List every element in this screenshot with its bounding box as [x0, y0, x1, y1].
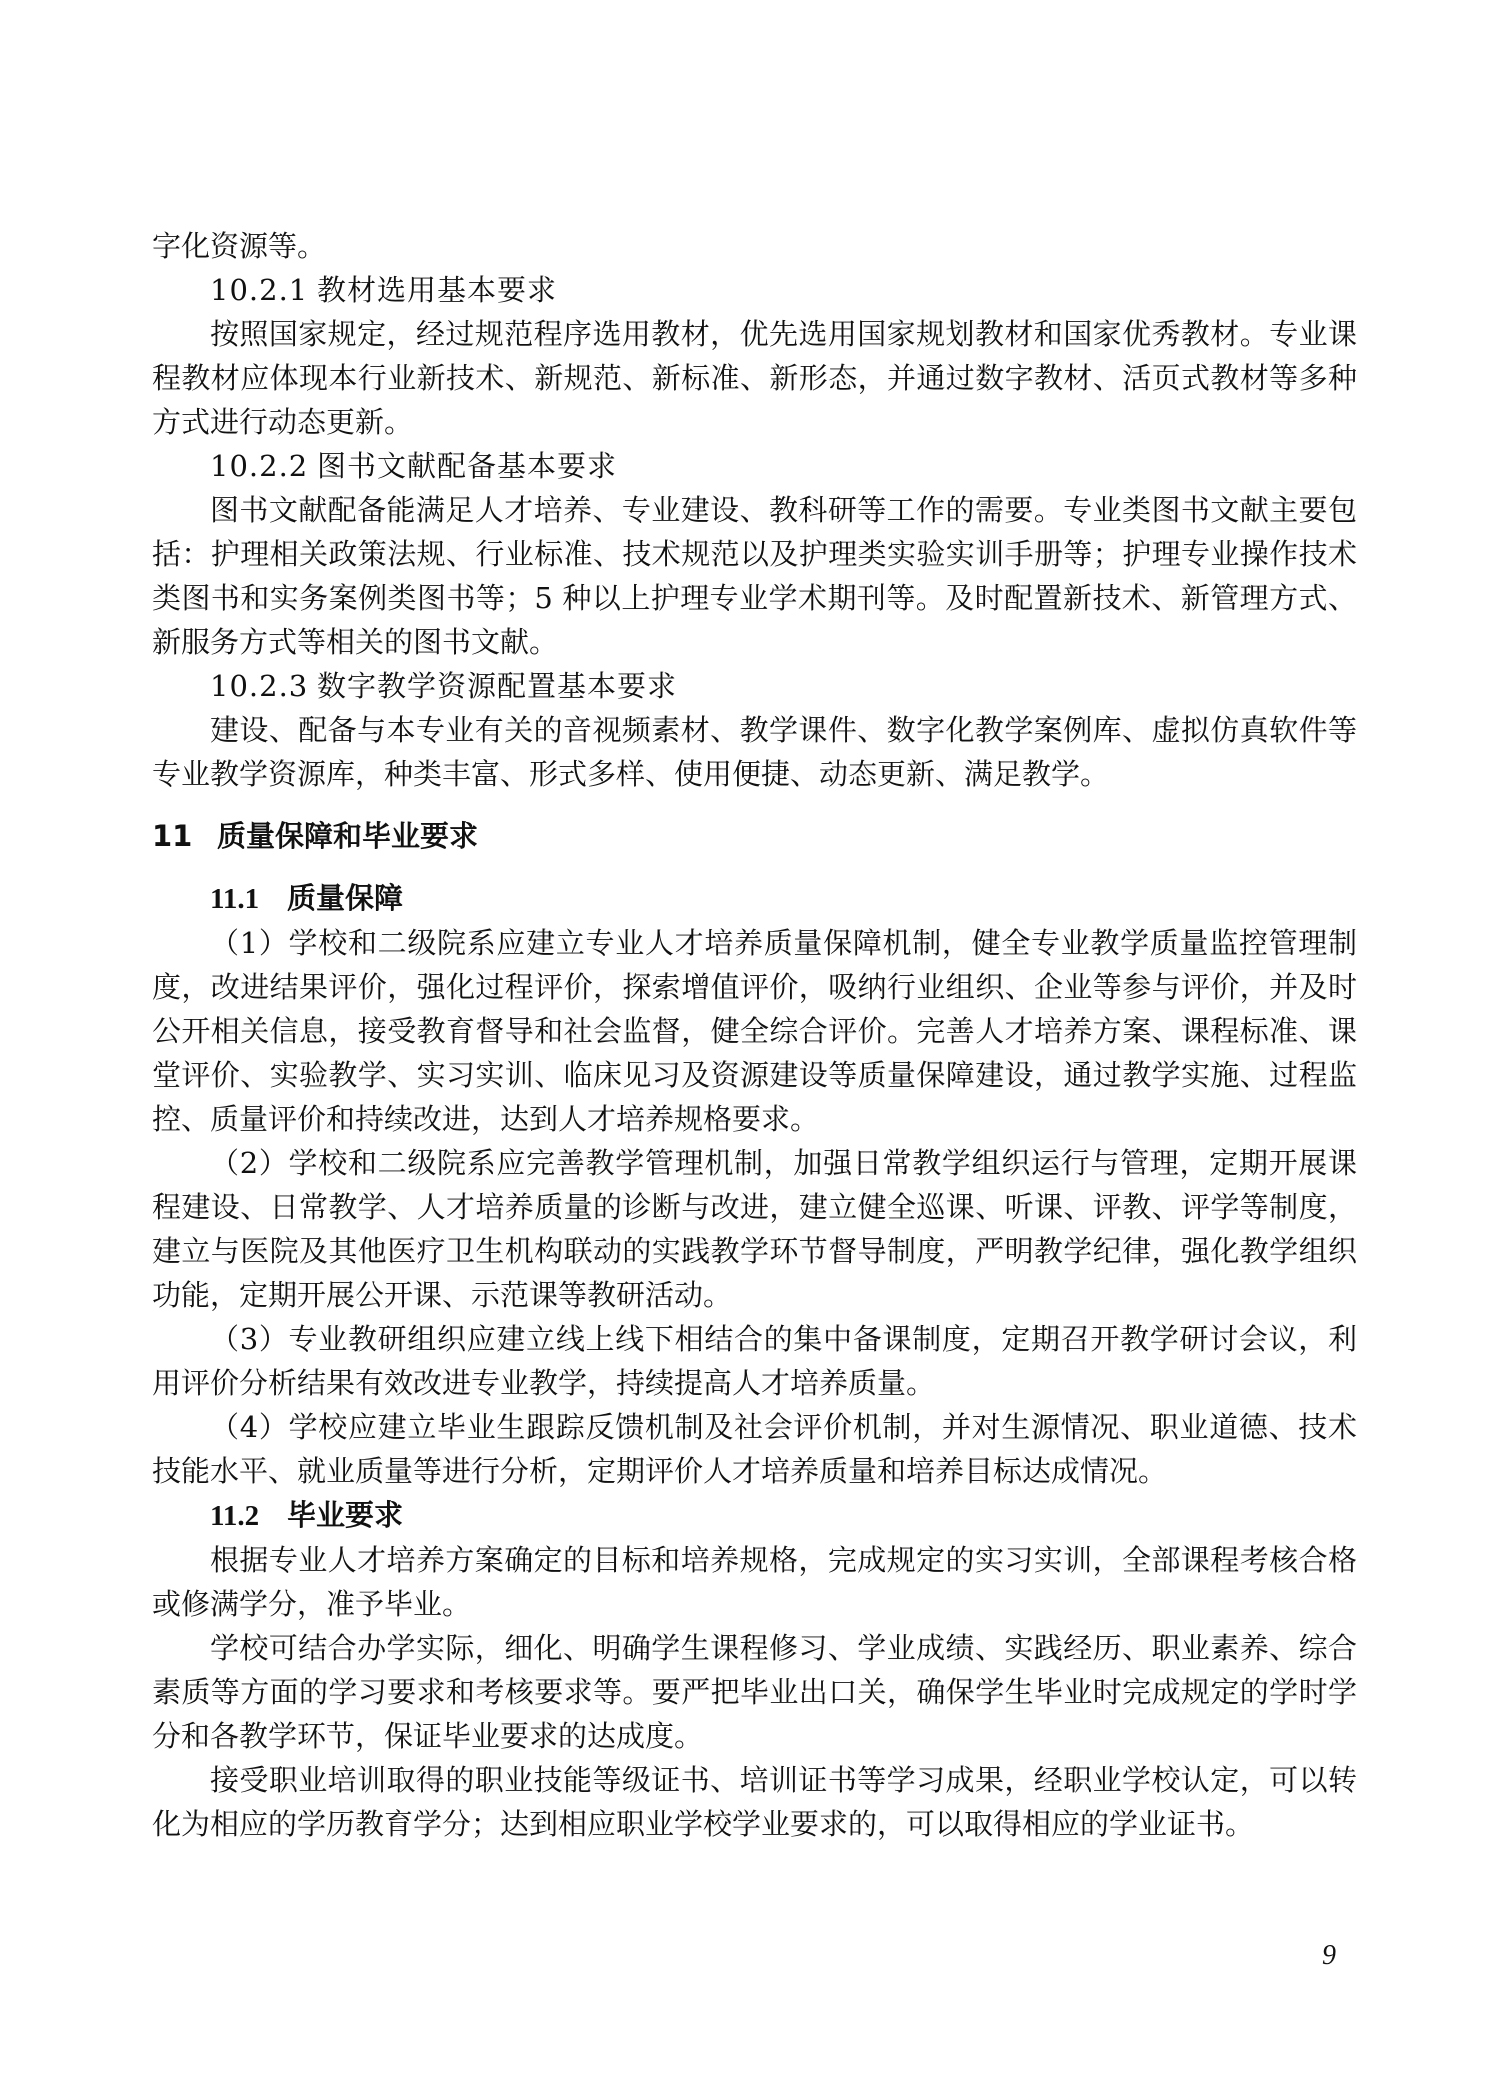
section-heading-11 [152, 814, 1357, 858]
section-title: 毕业要求 [287, 1498, 404, 1532]
paragraph-10-2-2: 图书文献配备能满足人才培养、专业建设、教科研等工作的需要。专业类图书文献主要包括：护理相关政策法规、行业标准、技术规范以及护理类实验实训手册等；护理专业操作技术类图书和实务案例类图书等；5 种以上护理专业学术期刊等。及时配置新技术、新管理方式、新服务方式等相关的图书文献。 [152, 493, 1357, 659]
subsection-title: 数字教学资源配置基本要求 [317, 669, 678, 703]
document-page [152, 224, 1357, 1846]
paragraph-10-2-1: 按照国家规定，经过规范程序选用教材，优先选用国家规划教材和国家优秀教材。专业课程教材应体现本行业新技术、新规范、新标准、新形态，并通过数字教材、活页式教材等多种方式进行动态更新。 [152, 317, 1357, 439]
subsection-heading-10-2-2 [152, 444, 1357, 488]
list-item: （4）学校应建立毕业生跟踪反馈机制及社会评价机制，并对生源情况、职业道德、技术技能水平、就业质量等进行分析，定期评价人才培养质量和培养目标达成情况。 [152, 1410, 1357, 1488]
list-item: （1）学校和二级院系应建立专业人才培养质量保障机制，健全专业教学质量监控管理制度，改进结果评价，强化过程评价，探索增值评价，吸纳行业组织、企业等参与评价，并及时公开相关信息，接受教育督导和社会监督，健全综合评价。完善人才培养方案、课程标准、课堂评价、实验教学、实习实训、临床见习及资源建设等质量保障建设，通过教学实施、过程监控、质量评价和持续改进，达到人才培养规格要求。 [152, 926, 1357, 1136]
paragraph: 学校可结合办学实际，细化、明确学生课程修习、学业成绩、实践经历、职业素养、综合素质等方面的学习要求和考核要求等。要严把毕业出口关，确保学生毕业时完成规定的学时学分和各教学环节，保证毕业要求的达成度。 [152, 1631, 1357, 1753]
section-heading-11-2 [152, 1493, 1357, 1538]
paragraph: 接受职业培训取得的职业技能等级证书、培训证书等学习成果，经职业学校认定，可以转化为相应的学历教育学分；达到相应职业学校学业要求的，可以取得相应的学业证书。 [152, 1763, 1357, 1841]
section-title: 质量保障和毕业要求 [217, 819, 479, 853]
paragraph: 根据专业人才培养方案确定的目标和培养规格，完成规定的实习实训，全部课程考核合格或修满学分，准予毕业。 [152, 1543, 1357, 1621]
subsection-number: 10.2.1 [210, 273, 309, 307]
section-number: 11 [152, 819, 193, 853]
subsection-heading-10-2-3 [152, 664, 1357, 708]
page-number: 9 [1322, 1940, 1336, 1971]
subsection-title: 教材选用基本要求 [317, 273, 558, 307]
section-number: 11.2 [210, 1500, 260, 1532]
section-number: 11.1 [210, 883, 260, 915]
subsection-title: 图书文献配备基本要求 [317, 449, 618, 483]
section-title: 质量保障 [287, 881, 404, 915]
subsection-number: 10.2.2 [210, 449, 309, 483]
subsection-number: 10.2.3 [210, 669, 309, 703]
paragraph-10-2-3: 建设、配备与本专业有关的音视频素材、教学课件、数字化教学案例库、虚拟仿真软件等专业教学资源库，种类丰富、形式多样、使用便捷、动态更新、满足教学。 [152, 713, 1357, 791]
continued-text: 字化资源等。 [152, 229, 327, 263]
section-heading-11-1 [152, 876, 1357, 921]
subsection-heading-10-2-1 [152, 268, 1357, 312]
list-item: （2）学校和二级院系应完善教学管理机制，加强日常教学组织运行与管理，定期开展课程建设、日常教学、人才培养质量的诊断与改进，建立健全巡课、听课、评教、评学等制度，建立与医院及其他医疗卫生机构联动的实践教学环节督导制度，严明教学纪律，强化教学组织功能，定期开展公开课、示范课等教研活动。 [152, 1146, 1357, 1312]
list-item: （3）专业教研组织应建立线上线下相结合的集中备课制度，定期召开教学研讨会议，利用评价分析结果有效改进专业教学，持续提高人才培养质量。 [152, 1322, 1357, 1400]
